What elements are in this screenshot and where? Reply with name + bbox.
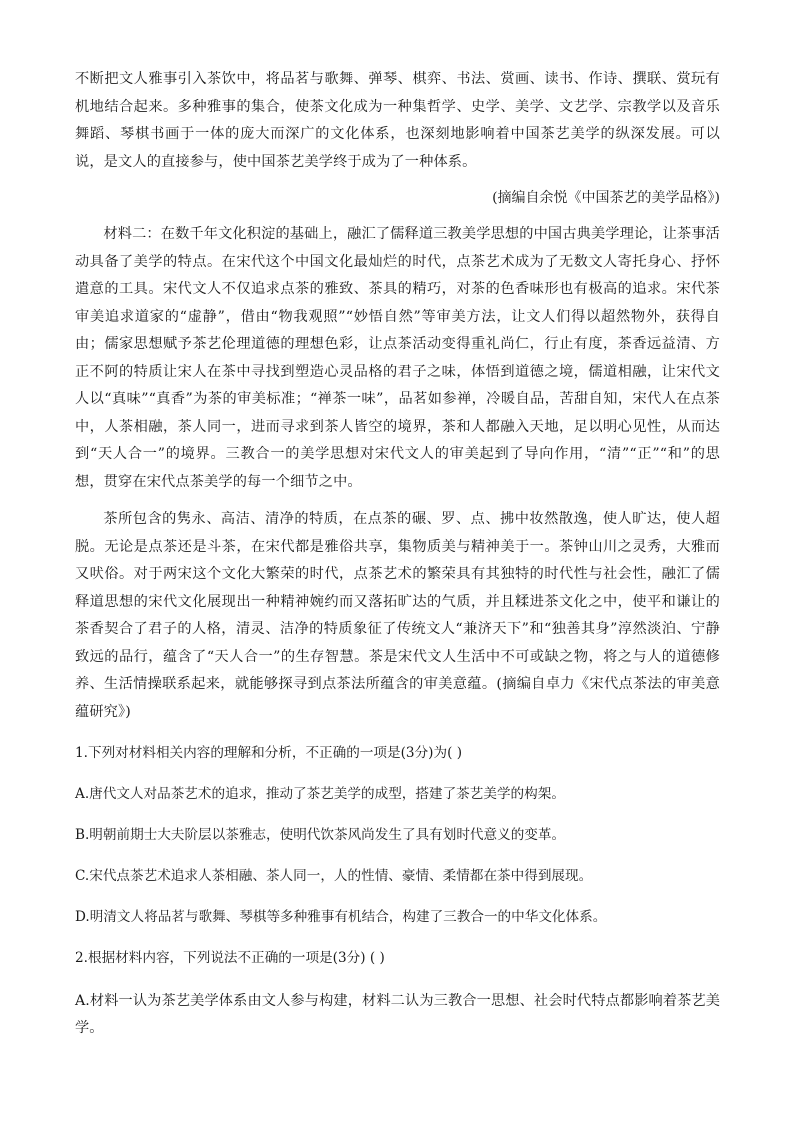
question-2	[75, 947, 720, 1042]
exam-page	[75, 66, 720, 1042]
source-citation-1: (摘编自余悦《中国茶艺的美学品格》)	[492, 190, 720, 206]
question-1-option-b: B.明朝前期士大夫阶层以茶雅志，使明代饮茶风尚发生了具有划时代意义的变革。	[75, 827, 566, 843]
question-1-option-a: A.唐代文人对品茶艺术的追求，推动了茶艺美学的成型，搭建了茶艺美学的构架。	[75, 786, 565, 802]
question-2-option-a: A.材料一认为茶艺美学体系由文人参与构建，材料二认为三教合一思想、社会时代特点都影响着茶艺美学。	[75, 993, 720, 1036]
question-1	[75, 742, 720, 928]
question-2-stem: 2.根据材料内容，下列说法不正确的一项是(3分) ( )	[75, 950, 385, 966]
material1-paragraph-tail: 不断把文人雅事引入茶饮中，将品茗与歌舞、弹琴、棋弈、书法、赏画、读书、作诗、撰联、赏玩有机地结合起来。多种雅事的集合，使茶文化成为一种集哲学、史学、美学、文艺学、宗教学以及音乐舞蹈、琴棋书画于一体的庞大而深广的文化体系，也深刻地影响着中国茶艺美学的纵深发展。可以说，是文人的直接参与，使中国茶艺美学终于成为了一种体系。	[75, 71, 720, 170]
material2-paragraph-2: 茶所包含的隽永、高洁、清净的特质，在点茶的碾、罗、点、拂中妆然散逸，使人旷达，使人超脱。无论是点茶还是斗茶，在宋代都是雅俗共享，集物质美与精神美于一。茶钟山川之灵秀，大雅而又吠俗。对于两宋这个文化大繁荣的时代，点茶艺术的繁荣具有其独特的时代性与社会性，融汇了儒释道思想的宋代文化展现出一种精神婉约而又落拓旷达的气质，并且糅进茶文化之中，使平和谦让的茶香契合了君子的人格，清灵、洁净的特质象征了传统文人“兼济天下”和“独善其身”淳然淡泊、宁静致远的品行，蕴含了“天人合一”的生存智慧。茶是宋代文人生活中不可或缺之物，将之与人的道德修养、生活情操联系起来，就能够探寻到点茶法所蕴含的审美意蕴。(摘编自卓力《宋代点茶法的审美意蕴研究》)	[75, 511, 720, 720]
material2-paragraph-1: 材料二：在数千年文化积淀的基础上，融汇了儒释道三教美学思想的中国古典美学理论，让茶事活动具备了美学的特点。在宋代这个中国文化最灿烂的时代，点茶艺术成为了无数文人寄托身心、抒怀遣意的工具。宋代文人不仅追求点茶的雅致、茶具的精巧，对茶的色香味形也有极高的追求。宋代茶审美追求道家的“虚静”，借由“物我观照”“妙悟自然”等审美方法，让文人们得以超然物外，获得自由；儒家思想赋予茶艺伦理道德的理想色彩，让点茶活动变得重礼尚仁，行止有度，茶香远益清、方正不阿的特质让宋人在茶中寻找到塑造心灵品格的君子之味，体悟到道德之境，儒道相融，让宋代文人以“真味”“真香”为茶的审美标准；“禅茶一味”，品茗如参禅，冷暖自品，苦甜自知，宋代人在点茶中，人茶相融，茶人同一，进而寻求到茶人皆空的境界，茶和人都融入天地，足以明心见性，从而达到“天人合一”的境界。三教合一的美学思想对宋代文人的审美起到了导向作用，“清”“正”“和”的思想，贯穿在宋代点茶美学的每一个细节之中。	[75, 226, 720, 490]
question-1-option-c: C.宋代点茶艺术追求人茶相融、茶人同一，人的性情、豪情、柔情都在茶中得到展现。	[75, 868, 593, 884]
question-1-stem: 1.下列对材料相关内容的理解和分析，不正确的一项是(3分)为( )	[75, 745, 462, 761]
question-1-option-d: D.明清文人将品茗与歌舞、琴棋等多种雅事有机结合，构建了三教合一的中华文化体系。	[75, 909, 607, 925]
